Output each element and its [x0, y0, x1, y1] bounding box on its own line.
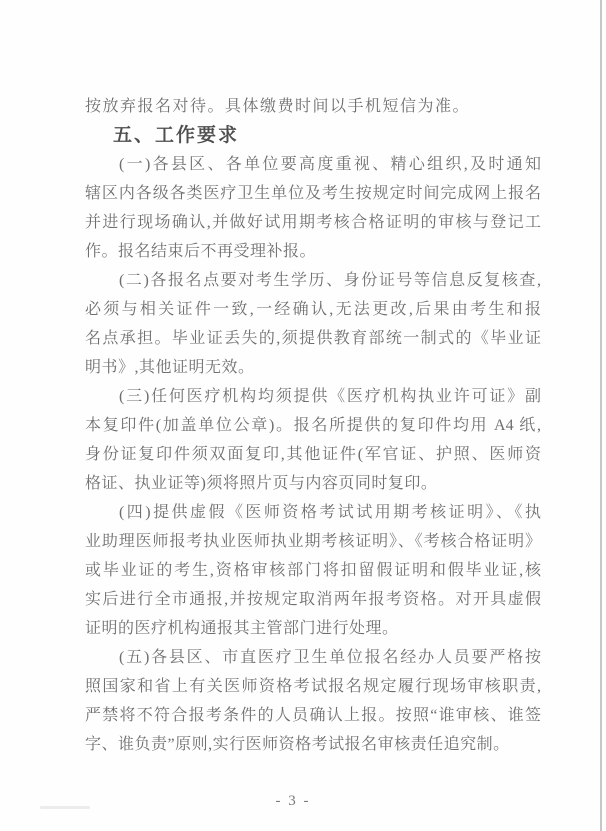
paragraph-line: 格证、执业证等)须将照片页与内容页同时复印。 [85, 475, 438, 492]
scan-smudge-artifact [40, 806, 90, 809]
paragraph-line: (三)任何医疗机构均须提供《医疗机构执业许可证》副 [119, 388, 541, 405]
paragraph-line: 辖区内各级各类医疗卫生单位及考生按规定时间完成网上报名 [85, 185, 541, 202]
paragraph-line: (四)提供虚假《医师资格考试试用期考核证明》、《执 [119, 504, 541, 521]
paragraph-line: 严禁将不符合报考条件的人员确认上报。按照“谁审核、谁签 [85, 707, 541, 724]
paragraph-line: 照国家和省上有关医师资格考试报名规定履行现场审核职责, [85, 678, 541, 695]
paragraph-line: 必须与相关证件一致,一经确认,无法更改,后果由考生和报 [85, 301, 541, 318]
paragraph-line: 并进行现场确认,并做好试用期考核合格证明的审核与登记工 [85, 214, 541, 231]
paragraph-line: 本复印件(加盖单位公章)。报名所提供的复印件均用 A4 纸, [85, 417, 541, 434]
paragraph-line: 字、谁负责”原则,实行医师资格考试报名审核责任追究制。 [85, 736, 510, 753]
paragraph-line: 实后进行全市通报,并按规定取消两年报考资格。对开具虚假 [85, 591, 541, 608]
paragraph-line: 证明的医疗机构通报其主管部门进行处理。 [85, 620, 399, 637]
document-body [85, 92, 541, 759]
paragraph-continuation-line: 按放弃报名对待。具体缴费时间以手机短信为准。 [85, 98, 471, 115]
paragraph-line: (五)各县区、市直医疗卫生单位报名经办人员要严格按 [119, 649, 541, 666]
paragraph-line: 身份证复印件须双面复印,其他证件(军官证、护照、医师资 [85, 446, 541, 463]
section-heading: 五、工作要求 [113, 125, 240, 146]
paragraph-line: 作。报名结束后不再受理补报。 [85, 243, 317, 260]
paragraph-line: 明书》,其他证明无效。 [85, 359, 255, 376]
paragraph-line: 业助理医师报考执业医师执业期考核证明》、《考核合格证明》 [85, 533, 541, 550]
paragraph-line: 或毕业证的考生,资格审核部门将扣留假证明和假毕业证,核 [85, 562, 541, 579]
page-number: - 3 - [275, 793, 311, 809]
paragraph-line: (二)各报名点要对考生学历、身份证号等信息反复核查, [119, 272, 541, 289]
paragraph-line: (一)各县区、各单位要高度重视、精心组织,及时通知 [119, 156, 541, 173]
section-paragraphs [85, 150, 541, 759]
scan-edge-shadow [600, 0, 602, 831]
paragraph-line: 名点承担。毕业证丢失的,须提供教育部统一制式的《毕业证 [85, 330, 541, 347]
